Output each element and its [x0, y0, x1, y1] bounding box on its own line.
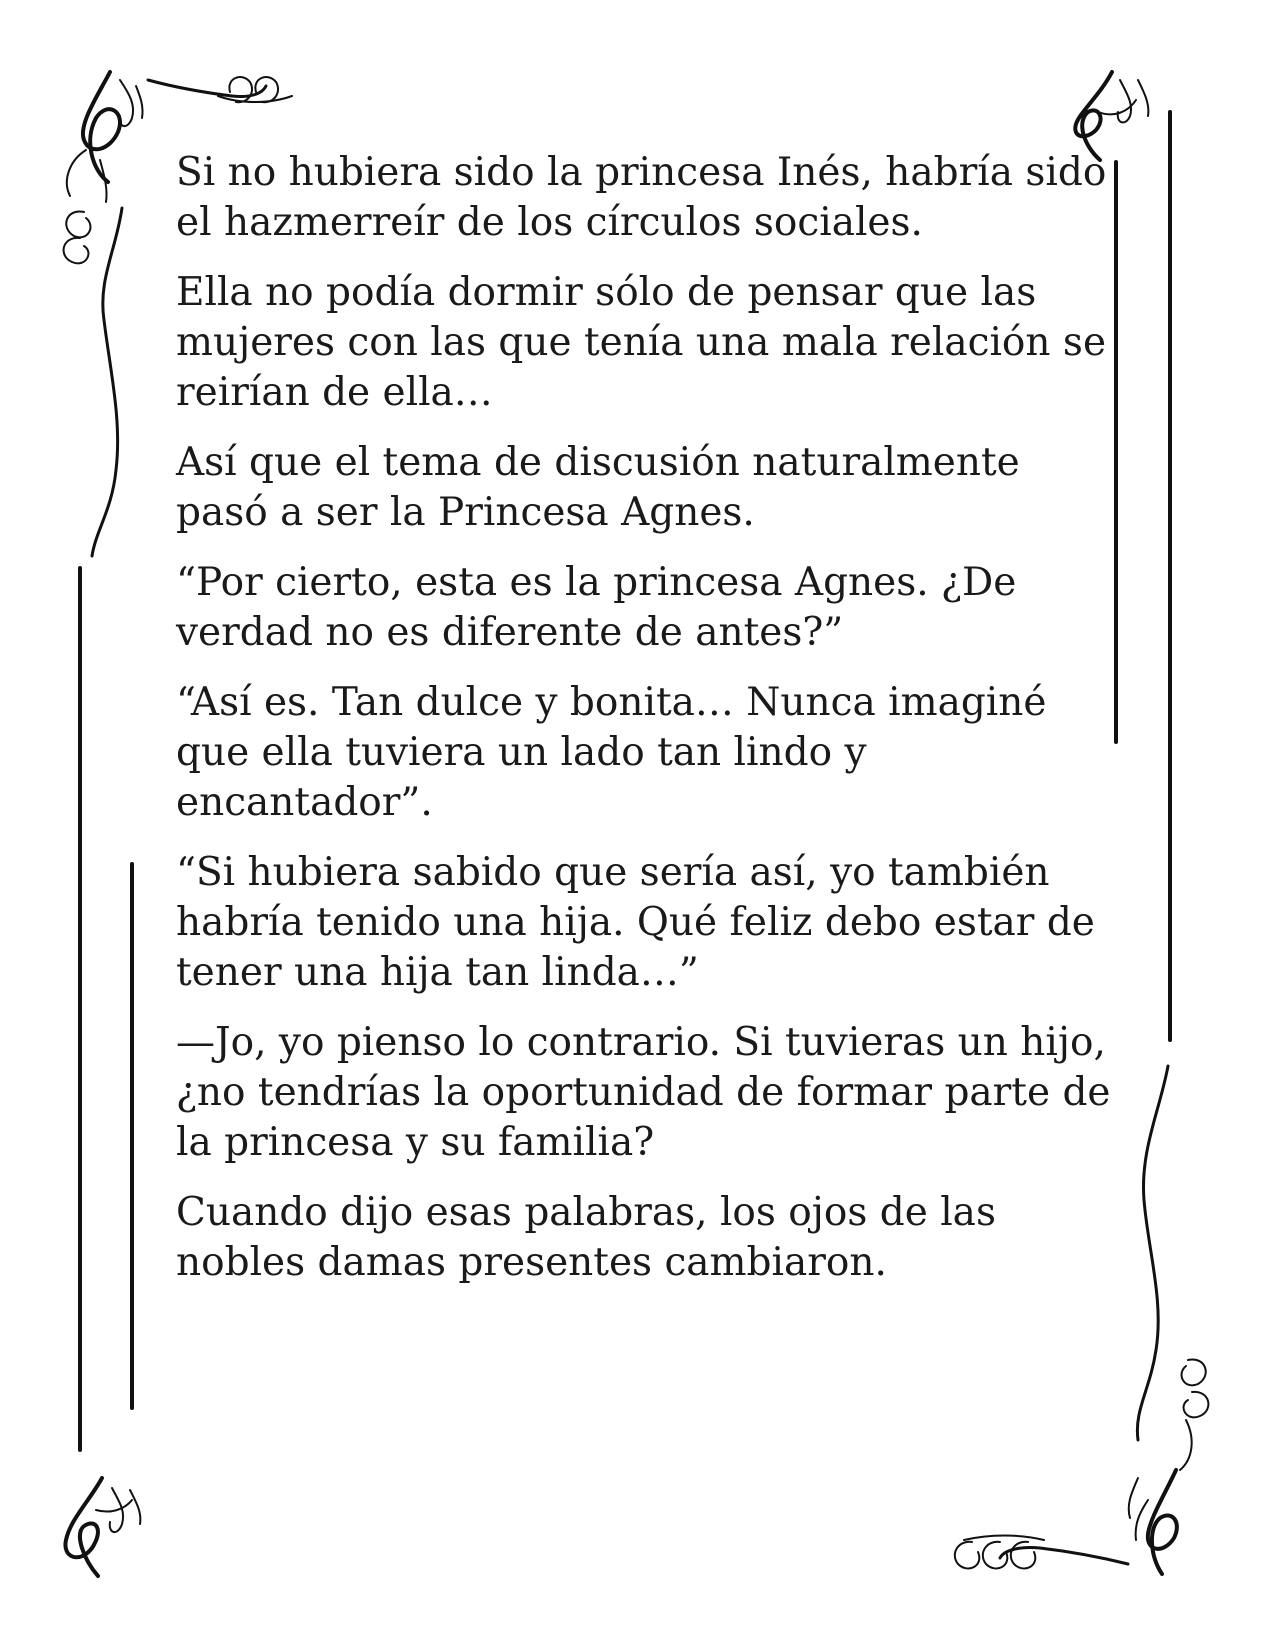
ornament-bottom-left: [65, 1478, 140, 1576]
text-line: Así que el tema de discusión naturalmente: [176, 440, 1020, 485]
text-line: pasó a ser la Princesa Agnes.: [176, 490, 755, 535]
text-line: Cuando dijo esas palabras, los ojos de las: [176, 1190, 996, 1235]
text-line: Ella no podía dormir sólo de pensar que las: [176, 270, 1037, 315]
body-text: [176, 148, 1111, 1308]
text-line: ¿no tendrías la oportunidad de formar parte de: [176, 1070, 1111, 1115]
text-line: —Jo, yo pienso lo contrario. Si tuvieras un hijo,: [176, 1020, 1106, 1065]
paragraph-2: [176, 268, 1107, 418]
text-line: reirían de ella…: [176, 370, 493, 415]
paragraph-7: [176, 1018, 1111, 1168]
text-line: verdad no es diferente de antes?”: [176, 610, 844, 655]
paragraph-8: [176, 1188, 1096, 1288]
text-line: Si no hubiera sido la princesa Inés, habría sido: [176, 150, 1107, 195]
text-line: nobles damas presentes cambiaron.: [176, 1240, 887, 1285]
text-line: que ella tuviera un lado tan lindo y: [176, 730, 867, 775]
text-line: la princesa y su familia?: [176, 1120, 655, 1165]
paragraph-5: [176, 678, 1096, 828]
text-line: “Así es. Tan dulce y bonita… Nunca imaginé: [176, 680, 1047, 725]
text-line: mujeres con las que tenía una mala relación se: [176, 320, 1107, 365]
ornament-top-right: [1075, 72, 1148, 160]
paragraph-1: [176, 148, 1107, 248]
text-line: “Si hubiera sabido que sería así, yo también: [176, 850, 1050, 895]
text-line: el hazmerreír de los círculos sociales.: [176, 200, 923, 245]
text-line: “Por cierto, esta es la princesa Agnes. ¿De: [176, 560, 1017, 605]
paragraph-6: [176, 848, 1096, 998]
paragraph-4: [176, 558, 1096, 658]
paragraph-3: [176, 438, 1096, 538]
text-line: tener una hija tan linda…”: [176, 950, 699, 995]
text-line: habría tenido una hija. Qué feliz debo estar de: [176, 900, 1095, 945]
text-line: encantador”.: [176, 780, 433, 825]
